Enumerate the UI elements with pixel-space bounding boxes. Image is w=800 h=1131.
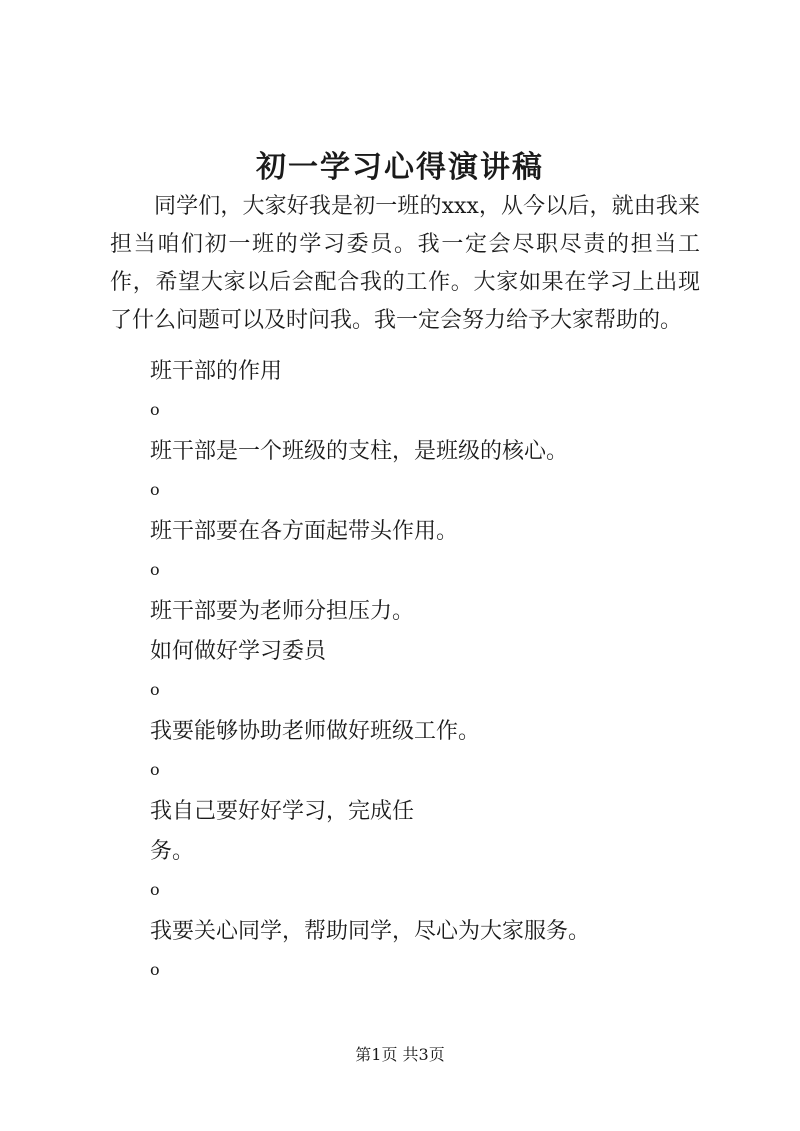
- bullet-marker: o: [150, 400, 160, 419]
- bullet-marker: o: [150, 560, 160, 579]
- bullet-marker: o: [150, 480, 160, 499]
- list-item: 班干部是一个班级的支柱，是班级的核心。: [150, 439, 569, 464]
- bullet-marker: o: [150, 760, 160, 779]
- page-footer: 第1页 共3页: [355, 1045, 445, 1064]
- list-item: 我要关心同学，帮助同学，尽心为大家服务。: [150, 919, 591, 944]
- bullet-marker: o: [150, 880, 160, 899]
- intro-paragraph: 同学们，大家好我是初一班的xxx，从今以后，就由我来担当咱们初一班的学习委员。我一定会尽职尽责的担当工作，希望大家以后会配合我的工作。大家如果在学习上出现了什么问题可以及时问我。我一定会努力给予大家帮助的。: [110, 194, 700, 333]
- list-item: 班干部要为老师分担压力。: [150, 599, 415, 624]
- document-title: 初一学习心得演讲稿: [256, 150, 544, 185]
- list-item-continuation: 务。: [150, 839, 195, 864]
- bullet-marker: o: [150, 680, 160, 699]
- bullet-marker: o: [150, 960, 160, 979]
- list-item: 我要能够协助老师做好班级工作。: [150, 719, 481, 744]
- list-item: 我自己要好好学习，完成任: [150, 799, 415, 824]
- section-heading: 如何做好学习委员: [150, 639, 327, 664]
- list-item: 班干部要在各方面起带头作用。: [150, 519, 459, 544]
- section-heading: 班干部的作用: [150, 359, 283, 384]
